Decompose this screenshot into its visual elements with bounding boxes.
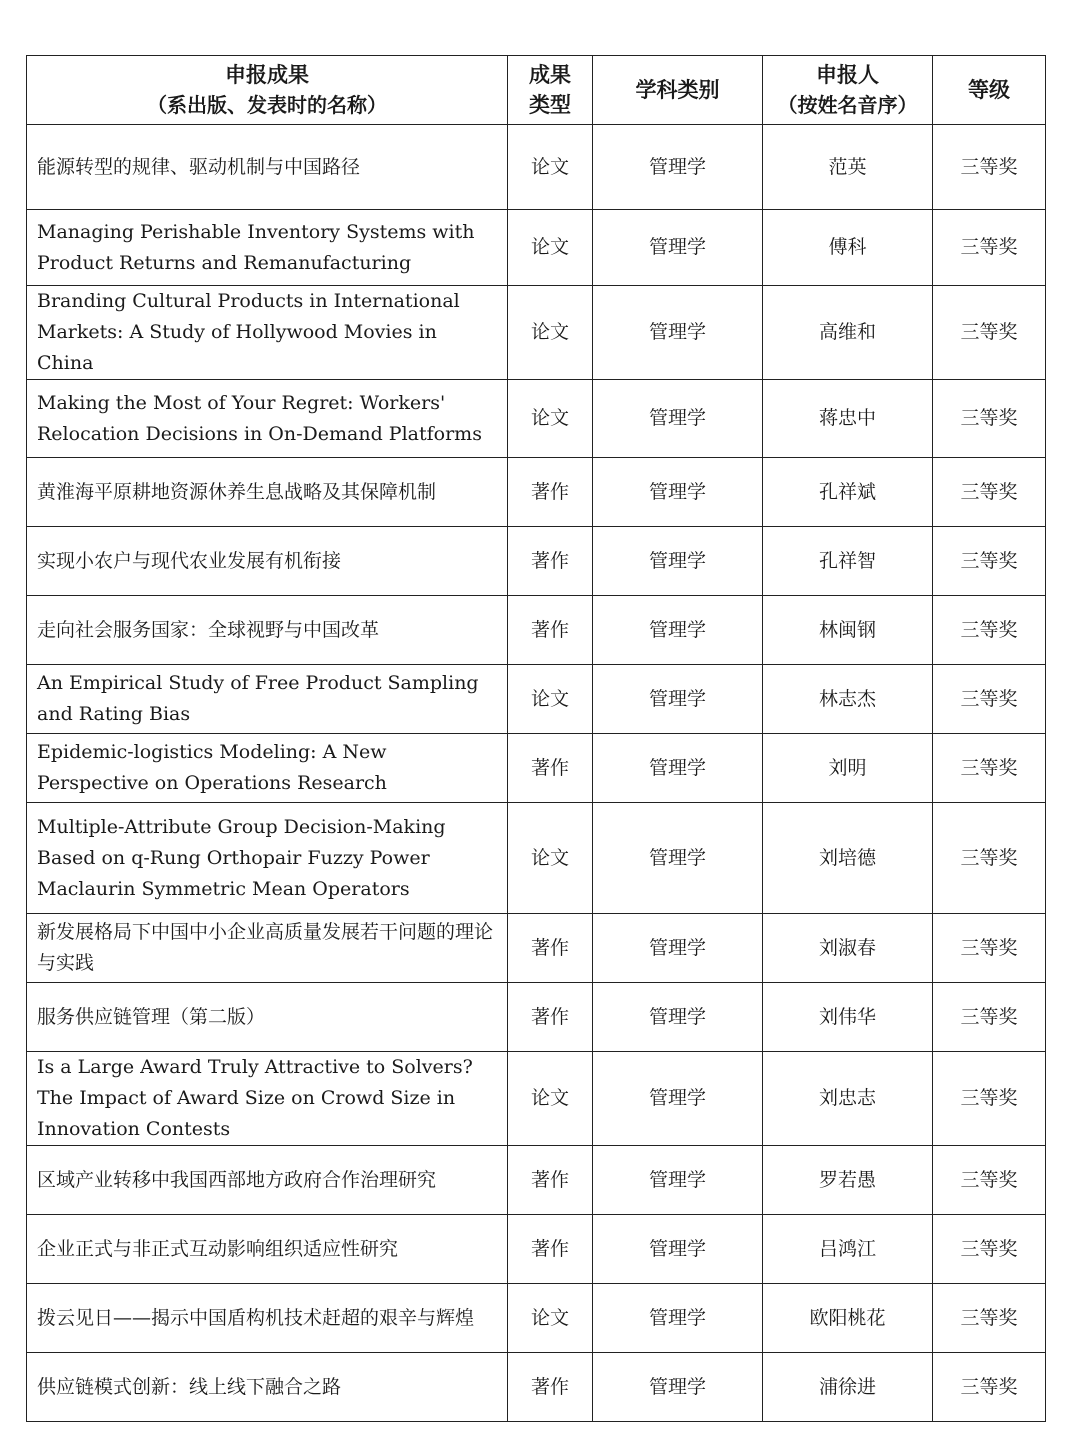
row-title: Epidemic-logistics Modeling: A New Perspective on Operations Research [27,734,508,803]
row-discipline: 管理学 [593,914,763,983]
row-type: 论文 [508,665,593,734]
header-type-line1: 成果 [529,63,571,87]
header-applicant-main: 申报人 [816,63,879,87]
header-title-main: 申报成果 [225,63,309,87]
row-type: 论文 [508,125,593,210]
row-grade: 三等奖 [933,1052,1046,1146]
row-type: 论文 [508,1284,593,1353]
table-row [27,914,1046,983]
row-discipline: 管理学 [593,125,763,210]
row-grade: 三等奖 [933,1284,1046,1353]
row-type: 著作 [508,983,593,1052]
row-type: 著作 [508,1215,593,1284]
row-applicant: 蒋忠中 [763,380,933,458]
row-title: 黄淮海平原耕地资源休养生息战略及其保障机制 [27,458,508,527]
table-row [27,286,1046,380]
row-title: 新发展格局下中国中小企业高质量发展若干问题的理论与实践 [27,914,508,983]
row-type: 论文 [508,210,593,286]
row-discipline: 管理学 [593,734,763,803]
row-title: Making the Most of Your Regret: Workers' Relocation Decisions in On-Demand Platforms [27,380,508,458]
row-type: 著作 [508,734,593,803]
row-type: 著作 [508,914,593,983]
row-grade: 三等奖 [933,286,1046,380]
row-grade: 三等奖 [933,914,1046,983]
row-applicant: 刘明 [763,734,933,803]
header-title [27,56,508,125]
row-applicant: 傅科 [763,210,933,286]
row-grade: 三等奖 [933,734,1046,803]
row-grade: 三等奖 [933,983,1046,1052]
header-title-sub: （系出版、发表时的名称） [147,93,387,117]
row-applicant: 刘伟华 [763,983,933,1052]
row-title: Is a Large Award Truly Attractive to Solvers? The Impact of Award Size on Crowd Size in Innovation Contests [27,1052,508,1146]
table-row [27,1215,1046,1284]
row-type: 著作 [508,1353,593,1422]
row-discipline: 管理学 [593,380,763,458]
row-applicant: 高维和 [763,286,933,380]
header-applicant-sub: （按姓名音序） [777,93,918,117]
row-grade: 三等奖 [933,1146,1046,1215]
row-title: 企业正式与非正式互动影响组织适应性研究 [27,1215,508,1284]
row-type: 著作 [508,458,593,527]
row-grade: 三等奖 [933,380,1046,458]
row-grade: 三等奖 [933,803,1046,914]
row-applicant: 林志杰 [763,665,933,734]
row-applicant: 刘培德 [763,803,933,914]
header-discipline: 学科类别 [593,56,763,125]
row-applicant: 吕鸿江 [763,1215,933,1284]
row-type: 论文 [508,1052,593,1146]
row-title: Multiple-Attribute Group Decision-Making Based on q-Rung Orthopair Fuzzy Power Maclaurin Symmetric Mean Operators [27,803,508,914]
table-row [27,210,1046,286]
row-grade: 三等奖 [933,210,1046,286]
row-applicant: 浦徐进 [763,1353,933,1422]
header-row [27,56,1046,125]
row-title: 实现小农户与现代农业发展有机衔接 [27,527,508,596]
table-row [27,458,1046,527]
row-title: 区域产业转移中我国西部地方政府合作治理研究 [27,1146,508,1215]
row-title: 供应链模式创新：线上线下融合之路 [27,1353,508,1422]
row-applicant: 罗若愚 [763,1146,933,1215]
row-grade: 三等奖 [933,125,1046,210]
row-discipline: 管理学 [593,286,763,380]
row-discipline: 管理学 [593,1052,763,1146]
row-discipline: 管理学 [593,1284,763,1353]
row-title: 服务供应链管理（第二版） [27,983,508,1052]
row-applicant: 刘淑春 [763,914,933,983]
row-title: 能源转型的规律、驱动机制与中国路径 [27,125,508,210]
table-row [27,1353,1046,1422]
table-row [27,1052,1046,1146]
row-title: Branding Cultural Products in International Markets: A Study of Hollywood Movies in China [27,286,508,380]
row-type: 著作 [508,1146,593,1215]
table-row [27,665,1046,734]
row-discipline: 管理学 [593,803,763,914]
row-applicant: 刘忠志 [763,1052,933,1146]
row-discipline: 管理学 [593,983,763,1052]
row-discipline: 管理学 [593,665,763,734]
row-grade: 三等奖 [933,1215,1046,1284]
row-applicant: 林闽钢 [763,596,933,665]
row-applicant: 欧阳桃花 [763,1284,933,1353]
row-applicant: 孔祥斌 [763,458,933,527]
table-row [27,734,1046,803]
table-row [27,527,1046,596]
row-type: 论文 [508,380,593,458]
row-type: 论文 [508,286,593,380]
table-row [27,983,1046,1052]
header-type [508,56,593,125]
table-row [27,380,1046,458]
header-applicant [763,56,933,125]
row-title: An Empirical Study of Free Product Sampling and Rating Bias [27,665,508,734]
row-title: 走向社会服务国家：全球视野与中国改革 [27,596,508,665]
table-row [27,1146,1046,1215]
row-discipline: 管理学 [593,1146,763,1215]
row-type: 论文 [508,803,593,914]
row-title: 拨云见日——揭示中国盾构机技术赶超的艰辛与辉煌 [27,1284,508,1353]
row-grade: 三等奖 [933,1353,1046,1422]
row-type: 著作 [508,596,593,665]
table-row [27,803,1046,914]
table-row [27,596,1046,665]
row-discipline: 管理学 [593,1353,763,1422]
row-discipline: 管理学 [593,1215,763,1284]
row-grade: 三等奖 [933,596,1046,665]
row-discipline: 管理学 [593,458,763,527]
row-discipline: 管理学 [593,527,763,596]
header-type-line2: 类型 [529,93,571,117]
row-type: 著作 [508,527,593,596]
row-title: Managing Perishable Inventory Systems with Product Returns and Remanufacturing [27,210,508,286]
awards-table [26,55,1046,1422]
row-discipline: 管理学 [593,596,763,665]
table-row [27,125,1046,210]
row-grade: 三等奖 [933,527,1046,596]
row-grade: 三等奖 [933,665,1046,734]
header-grade: 等级 [933,56,1046,125]
row-applicant: 孔祥智 [763,527,933,596]
row-grade: 三等奖 [933,458,1046,527]
table-row [27,1284,1046,1353]
row-applicant: 范英 [763,125,933,210]
row-discipline: 管理学 [593,210,763,286]
